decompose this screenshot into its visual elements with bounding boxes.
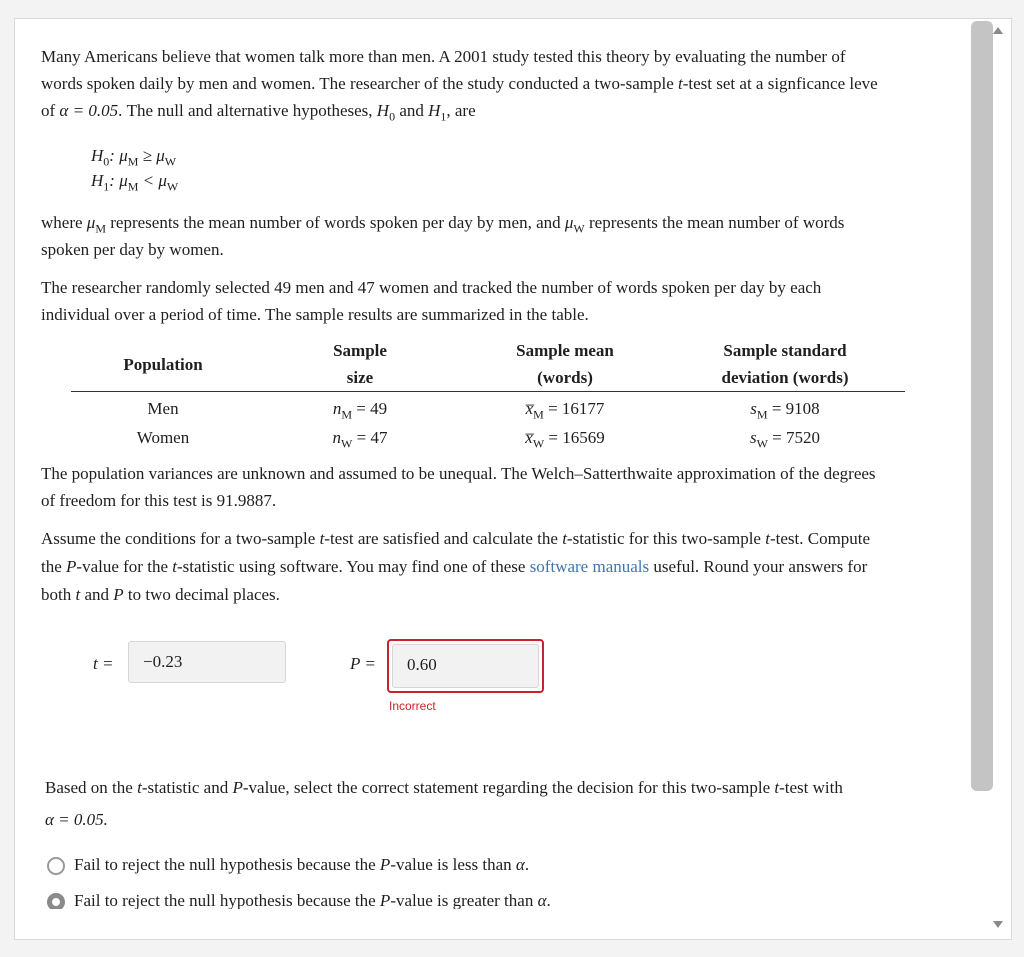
question-frame	[14, 18, 1012, 940]
decision-paragraph: Based on the t-statistic and P-value, select the correct statement regarding the decision for this two-sample t-test with α = 0.05.	[45, 778, 843, 829]
header-sample-sd: Sample standard deviation (words)	[665, 337, 905, 392]
scroll-down-icon[interactable]	[993, 921, 1003, 928]
option-greater-than[interactable]: Fail to reject the null hypothesis because the P-value is greater than α.	[47, 889, 551, 909]
variance-paragraph: The population variances are unknown and assumed to be unequal. The Welch–Satterthwaite approximation of the degrees of freedom for this test is 91.9887.	[41, 464, 876, 510]
header-population: Population	[71, 337, 255, 392]
t-statistic-input[interactable]: −0.23	[128, 641, 286, 683]
t-label: t =	[93, 654, 114, 673]
null-hypothesis: $H_0$: $\mu_M \ge \mu_W$	[91, 146, 177, 169]
incorrect-message: Incorrect	[389, 699, 436, 713]
radio-button[interactable]	[47, 857, 65, 875]
p-value-input[interactable]: 0.60	[392, 644, 539, 688]
where-paragraph: where $\mu_M$ represents the mean number of words spoken per day by men, and $\mu_W$ represents the mean number of words spoken per day by women.	[41, 213, 845, 259]
intro-paragraph: Many Americans believe that women talk more than men. A 2001 study tested this theory by evaluating the number of words spoken daily by men and women. The researcher of the study conducted a two-sample t-test set at a signficance leve of α = 0.05. The null and alternative hypotheses, $H_0$ and $H_1$, are	[41, 47, 878, 124]
instructions-paragraph: Assume the conditions for a two-sample t-test are satisfied and calculate the t-statistic for this two-sample t-test. Compute the P-value for the t-statistic using software. You may find one of these software manuals useful. Round your answers for both t and P to two decimal places.	[41, 529, 871, 604]
scroll-up-icon[interactable]	[993, 27, 1003, 34]
sample-paragraph: The researcher randomly selected 49 men and 47 women and tracked the number of words spoken per day by each individual over a period of time. The sample results are summarized in the table.	[41, 278, 822, 324]
software-manuals-link[interactable]: software manuals	[529, 557, 650, 576]
header-sample-size: Sample size	[255, 337, 465, 392]
p-label: P =	[350, 654, 376, 673]
table-row: Men $n_M = 49$ $x̅_M = 16177$ $s_M = 9108$	[147, 399, 820, 422]
vertical-scrollbar-thumb[interactable]	[971, 21, 993, 791]
alternative-hypothesis: $H_1$: $\mu_M < \mu_W$	[91, 171, 179, 194]
sample-results-table	[71, 337, 905, 452]
header-sample-mean: Sample mean (words)	[465, 337, 665, 392]
radio-button-selected[interactable]	[47, 893, 65, 909]
table-row: Women $n_W = 47$ $x̅_W = 16569$ $s_W = 7520$	[136, 428, 821, 451]
option-less-than[interactable]: Fail to reject the null hypothesis because the P-value is less than α.	[47, 853, 529, 877]
question-content	[15, 19, 959, 909]
vertical-scrollbar[interactable]	[971, 19, 1011, 939]
